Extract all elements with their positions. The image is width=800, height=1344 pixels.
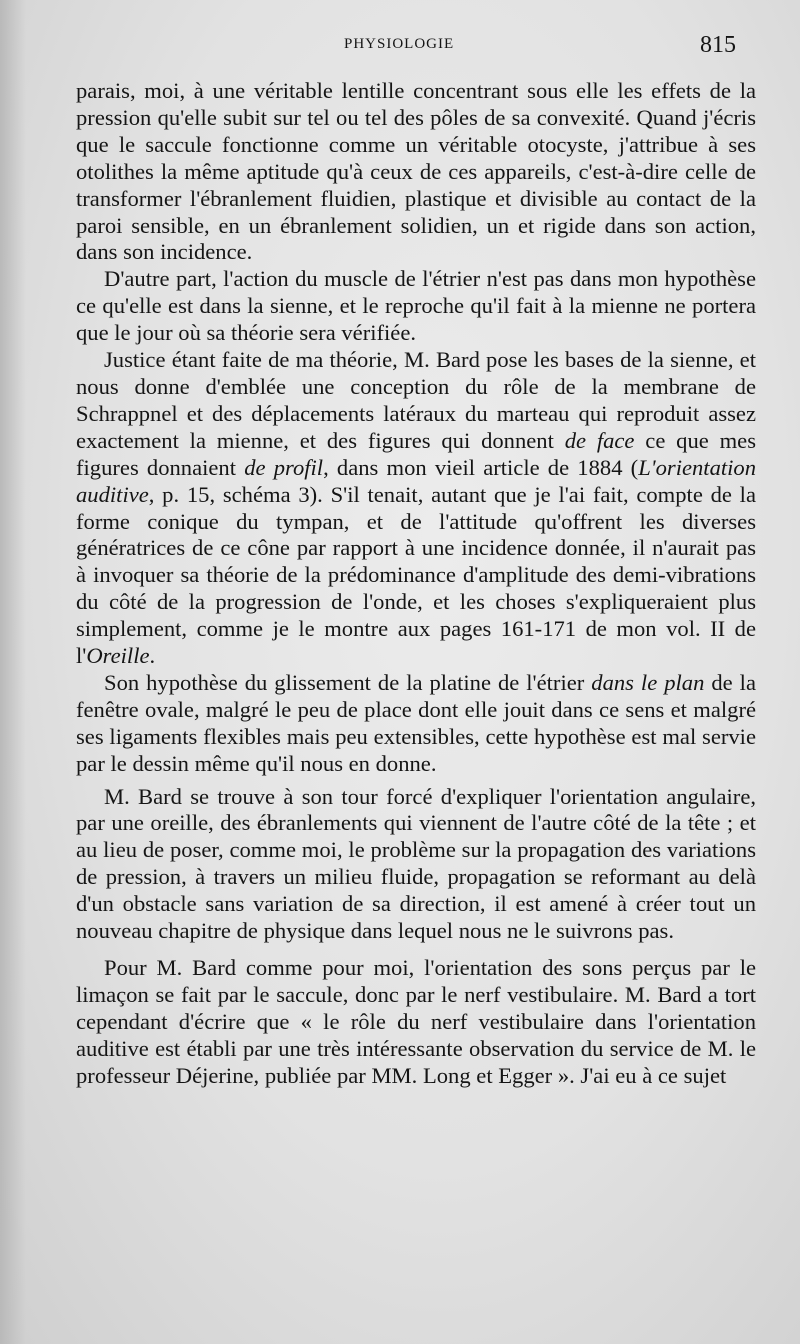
page-header [0, 32, 800, 62]
paragraph-3-text-d: , p. 15, schéma 3). S'il tenait, autant que je l'ai fait, compte de la forme conique du tympan, et de l'attitude qu'offrent les diverses génératrices de ce cône par rapport à une incidence donnée, il n'aurait pas à invoquer sa théorie de la prédominance d'amplitude des demi-vibrations du côté de la progression de l'onde, et les choses s'expliqueraient plus simplement, comme je le montre aux pages 161-171 de mon vol. II de l' [76, 481, 756, 669]
paragraph-3-text-e: . [149, 643, 156, 669]
paragraph-4 [76, 670, 756, 778]
paragraph-5-text: M. Bard se trouve à son tour forcé d'expliquer l'orientation angulaire, par une oreille, des ébranlements qui viennent de l'autre côté de la tête ; et au lieu de poser, comme moi, le problème sur la propagation des variations de pression, à travers un milieu fluide, propagation se reformant au delà d'un obstacle sans variation de sa direction, il est amené à créer tout un nouveau chapitre de physique dans lequel nous ne le suivrons pas. [76, 783, 756, 944]
running-head: PHYSIOLOGIE [344, 36, 455, 52]
italic-dans-le-plan: dans le plan [591, 669, 705, 695]
paragraph-5 [76, 784, 756, 945]
paragraph-2-text: D'autre part, l'action du muscle de l'étrier n'est pas dans mon hypothèse ce qu'elle est dans la sienne, et le reproche qu'il fait à la mienne ne portera que le jour où sa théorie sera vérifiée. [76, 266, 756, 346]
paragraph-2 [76, 266, 756, 347]
italic-oreille: Oreille [86, 643, 150, 669]
paragraph-3 [76, 347, 756, 670]
paragraph-6 [76, 955, 756, 1090]
paragraph-4-text-b: de la fenêtre ovale, malgré le peu de place dont elle jouit dans ce sens et malgré ses ligaments flexibles mais peu extensibles, cette hypothèse est mal servie par le dessin même qu'il nous en donne. [76, 669, 756, 776]
paragraph-1 [76, 78, 756, 266]
italic-de-face: de face [564, 427, 635, 453]
page-number: 815 [700, 32, 736, 58]
paragraph-3-text-c: , dans mon vieil article de 1884 ( [323, 454, 639, 480]
paragraph-3-text-b: ce que mes figures donnaient [76, 427, 756, 480]
paragraph-3-text-a: Justice étant faite de ma théorie, M. Bard pose les bases de la sienne, et nous donne d'emblée une conception du rôle de la membrane de Schrappnel et des déplacements latéraux du marteau qui reproduit assez exactement la mienne, et des figures qui donnent [76, 347, 756, 453]
italic-article-title: L'orientation auditive [76, 454, 757, 507]
page-edge-shadow [0, 0, 26, 1344]
paragraph-6-text: Pour M. Bard comme pour moi, l'orientation des sons perçus par le limaçon se fait par le saccule, donc par le nerf vestibulaire. M. Bard a tort cependant d'écrire que « le rôle du nerf vestibulaire dans l'orientation auditive est établi par une très intéressante observation du service de M. le professeur Déjerine, publiée par MM. Long et Egger ». J'ai eu à ce sujet [76, 955, 756, 1088]
italic-de-profil: de profil [244, 454, 324, 480]
body-text [76, 78, 756, 1090]
paragraph-1-text: parais, moi, à une véritable lentille concentrant sous elle les effets de la pression qu'elle subit sur tel ou tel des pôles de sa convexité. Quand j'écris que le saccule fonctionne comme un véritable otocyste, j'attribue à ses otolithes la même aptitude qu'à ceux de ces appareils, c'est-à-dire celle de transformer l'ébranlement fluidien, plastique et divisible au contact de la paroi sensible, en un ébranlement solidien, un et rigide dans son action, dans son incidence. [76, 78, 756, 265]
paragraph-4-text-a: Son hypothèse du glissement de la platine de l'étrier [104, 669, 592, 695]
